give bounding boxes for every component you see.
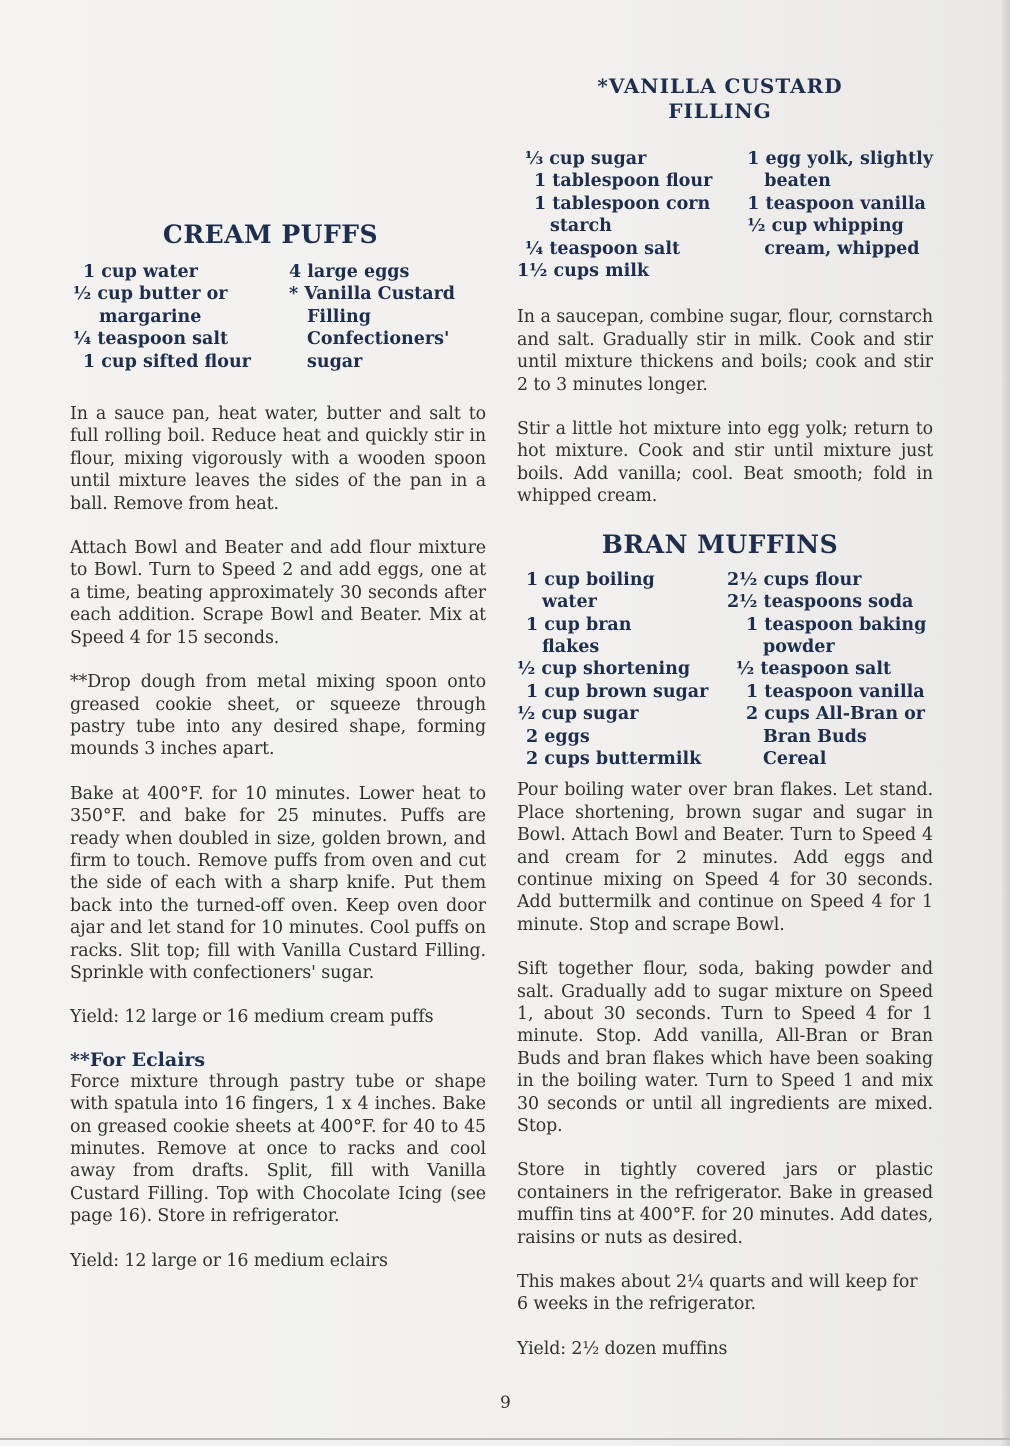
ingredient: beaten [764, 171, 831, 192]
ingredient: 1½ cups milk [517, 261, 650, 282]
cream-puffs-ingredients [70, 261, 486, 373]
vanilla-custard-title-line1: *VANILLA CUSTARD [597, 74, 843, 98]
cream-puffs-section [70, 220, 486, 1272]
bottom-rule [0, 1438, 1010, 1440]
ingredient: ⅓ cup sugar [525, 149, 647, 169]
vanilla-custard-title-line2: FILLING [668, 99, 772, 123]
cream-puffs-ingredients-left [73, 261, 289, 373]
bran-muffins-step-1: Pour boiling water over bran flakes. Let stand. Place shortening, brown sugar and sugar in Bowl. Attach Bowl and Beater. Turn to Speed 4 and cream for 2 minutes. Add eggs and continue mixing on Speed 4 for 30 seconds. Add buttermilk and continue on Speed 4 for 1 minute. Stop and scrape Bowl. [517, 780, 933, 935]
bran-muffins-title: BRAN MUFFINS [601, 529, 839, 559]
ingredient: 1 egg yolk, slightly [747, 149, 933, 169]
vanilla-custard-step-2: Stir a little hot mixture into egg yolk; return to hot mixture. Cook and stir until mixture just boils. Add vanilla; cool. Beat smooth; fold in whipped cream. [517, 419, 933, 507]
bran-muffins-step-3: Store in tightly covered jars or plastic containers in the refrigerator. Bake in greased muffin tins at 400°F. for 20 minutes. Add dates, raisins or nuts as desired. [517, 1160, 933, 1248]
ingredient: 1 cup boiling [526, 569, 655, 590]
ingredient: margarine [99, 306, 202, 327]
ingredient: ½ cup sugar [517, 704, 639, 725]
ingredient: ¼ teaspoon salt [525, 238, 681, 259]
eclairs-yield: Yield: 12 large or 16 medium eclairs [70, 1250, 388, 1271]
ingredient: Confectioners' [307, 329, 450, 350]
ingredient: ½ teaspoon salt [736, 659, 892, 680]
eclairs-title: **For Eclairs [70, 1048, 206, 1071]
cream-puffs-title: CREAM PUFFS [162, 220, 379, 249]
ingredient: ¼ teaspoon salt [73, 329, 229, 350]
vanilla-custard-step-1: In a saucepan, combine sugar, flour, cornstarch and salt. Gradually stir in milk. Cook and stir until mixture thickens and boils; cook and stir 2 to 3 minutes longer. [517, 307, 933, 395]
ingredient: 2 eggs [526, 726, 590, 747]
right-column [517, 74, 933, 1360]
ingredient: Filling [307, 306, 371, 327]
ingredient: Cereal [763, 748, 827, 769]
ingredient: ½ cup shortening [517, 659, 691, 680]
ingredient: flakes [542, 636, 600, 657]
ingredient: 1 cup water [83, 262, 198, 282]
vanilla-custard-ingredients-left [517, 148, 747, 282]
ingredient: starch [550, 216, 612, 237]
cream-puffs-step-3: **Drop dough from metal mixing spoon onto greased cookie sheet, or squeeze through pastry tube into any desired shape, forming mounds 3 inches apart. [70, 672, 486, 760]
page-number: 9 [500, 1393, 511, 1413]
bran-muffins-section [517, 530, 933, 1361]
ingredient: 1 tablespoon flour [534, 171, 713, 192]
ingredient: 1 teaspoon vanilla [746, 681, 925, 702]
bran-muffins-ingredients-left [517, 569, 727, 771]
ingredient: 1 teaspoon vanilla [747, 193, 926, 214]
ingredient: 1 cup sifted flour [83, 351, 251, 372]
bran-muffins-ingredients [517, 569, 933, 771]
vanilla-custard-ingredients-right [747, 148, 933, 282]
ingredient: cream, whipped [764, 238, 920, 259]
ingredient: powder [763, 636, 835, 657]
ingredient: 1 cup brown sugar [526, 681, 709, 702]
bran-muffins-step-4: This makes about 2¼ quarts and will keep for 6 weeks in the refrigerator. [517, 1272, 918, 1315]
ingredient: ½ cup butter or [73, 284, 228, 305]
ingredient: sugar [307, 351, 363, 372]
bran-muffins-ingredients-right [727, 569, 926, 771]
cream-puffs-step-1: In a sauce pan, heat water, butter and salt to full rolling boil. Reduce heat and quickly stir in flour, mixing vigorously with a wooden spoon until mixture leaves the sides of the pan in a ball. Remove from heat. [70, 404, 486, 514]
ingredient: 2½ cups flour [727, 569, 862, 590]
cream-puffs-step-4: Bake at 400°F. for 10 minutes. Lower heat to 350°F. and bake for 25 minutes. Puffs are ready when doubled in size, golden brown, and firm to touch. Remove puffs from oven and cut the side of each with a sharp knife. Put them back into the turned-off oven. Keep oven door ajar and let stand for 10 minutes. Cool puffs on racks. Slit top; fill with Vanilla Custard Filling. Sprinkle with confectioners' sugar. [70, 783, 486, 983]
ingredient: 2½ teaspoons soda [727, 592, 914, 613]
ingredient: 2 cups buttermilk [526, 748, 702, 769]
ingredient: 2 cups All-Bran or [746, 704, 926, 725]
ingredient: Bran Buds [763, 726, 867, 747]
cream-puffs-step-2: Attach Bowl and Beater and add flour mixture to Bowl. Turn to Speed 2 and add eggs, one at a time, beating approximately 30 seconds after each addition. Scrape Bowl and Beater. Mix at Speed 4 for 15 seconds. [70, 538, 486, 648]
vanilla-custard-section [517, 74, 933, 508]
ingredient: 1 tablespoon corn [534, 193, 711, 214]
ingredient: ½ cup whipping [747, 216, 904, 237]
bran-muffins-step-2: Sift together flour, soda, baking powder and salt. Gradually add to sugar mixture on Speed 1, about 30 seconds. Turn to Speed 4 for 1 minute. Stop. Add vanilla, All-Bran or Bran Buds and bran flakes which have been soaking in the boiling water. Turn to Speed 1 and mix 30 seconds or until all ingredients are mixed. Stop. [517, 959, 933, 1137]
vanilla-custard-ingredients [517, 148, 933, 282]
cream-puffs-ingredients-right [289, 261, 455, 373]
ingredient: 1 cup bran [526, 614, 632, 635]
ingredient: 1 teaspoon baking [746, 614, 927, 635]
eclairs-instructions: Force mixture through pastry tube or shape with spatula into 16 fingers, 1 x 4 inches. Bake on greased cookie sheets at 400°F. for 40 to 45 minutes. Remove at once to racks and cool away from drafts. Split, fill with Vanilla Custard Filling. Top with Chocolate Icing (see page 16). Store in refrigerator. [70, 1071, 486, 1227]
ingredient: water [542, 592, 597, 613]
page-edge-shadow [1002, 0, 1010, 1446]
ingredient: 4 large eggs [289, 262, 410, 282]
bran-muffins-yield: Yield: 2½ dozen muffins [517, 1338, 728, 1359]
ingredient: * Vanilla Custard [289, 284, 456, 305]
cream-puffs-yield: Yield: 12 large or 16 medium cream puffs [70, 1007, 434, 1028]
